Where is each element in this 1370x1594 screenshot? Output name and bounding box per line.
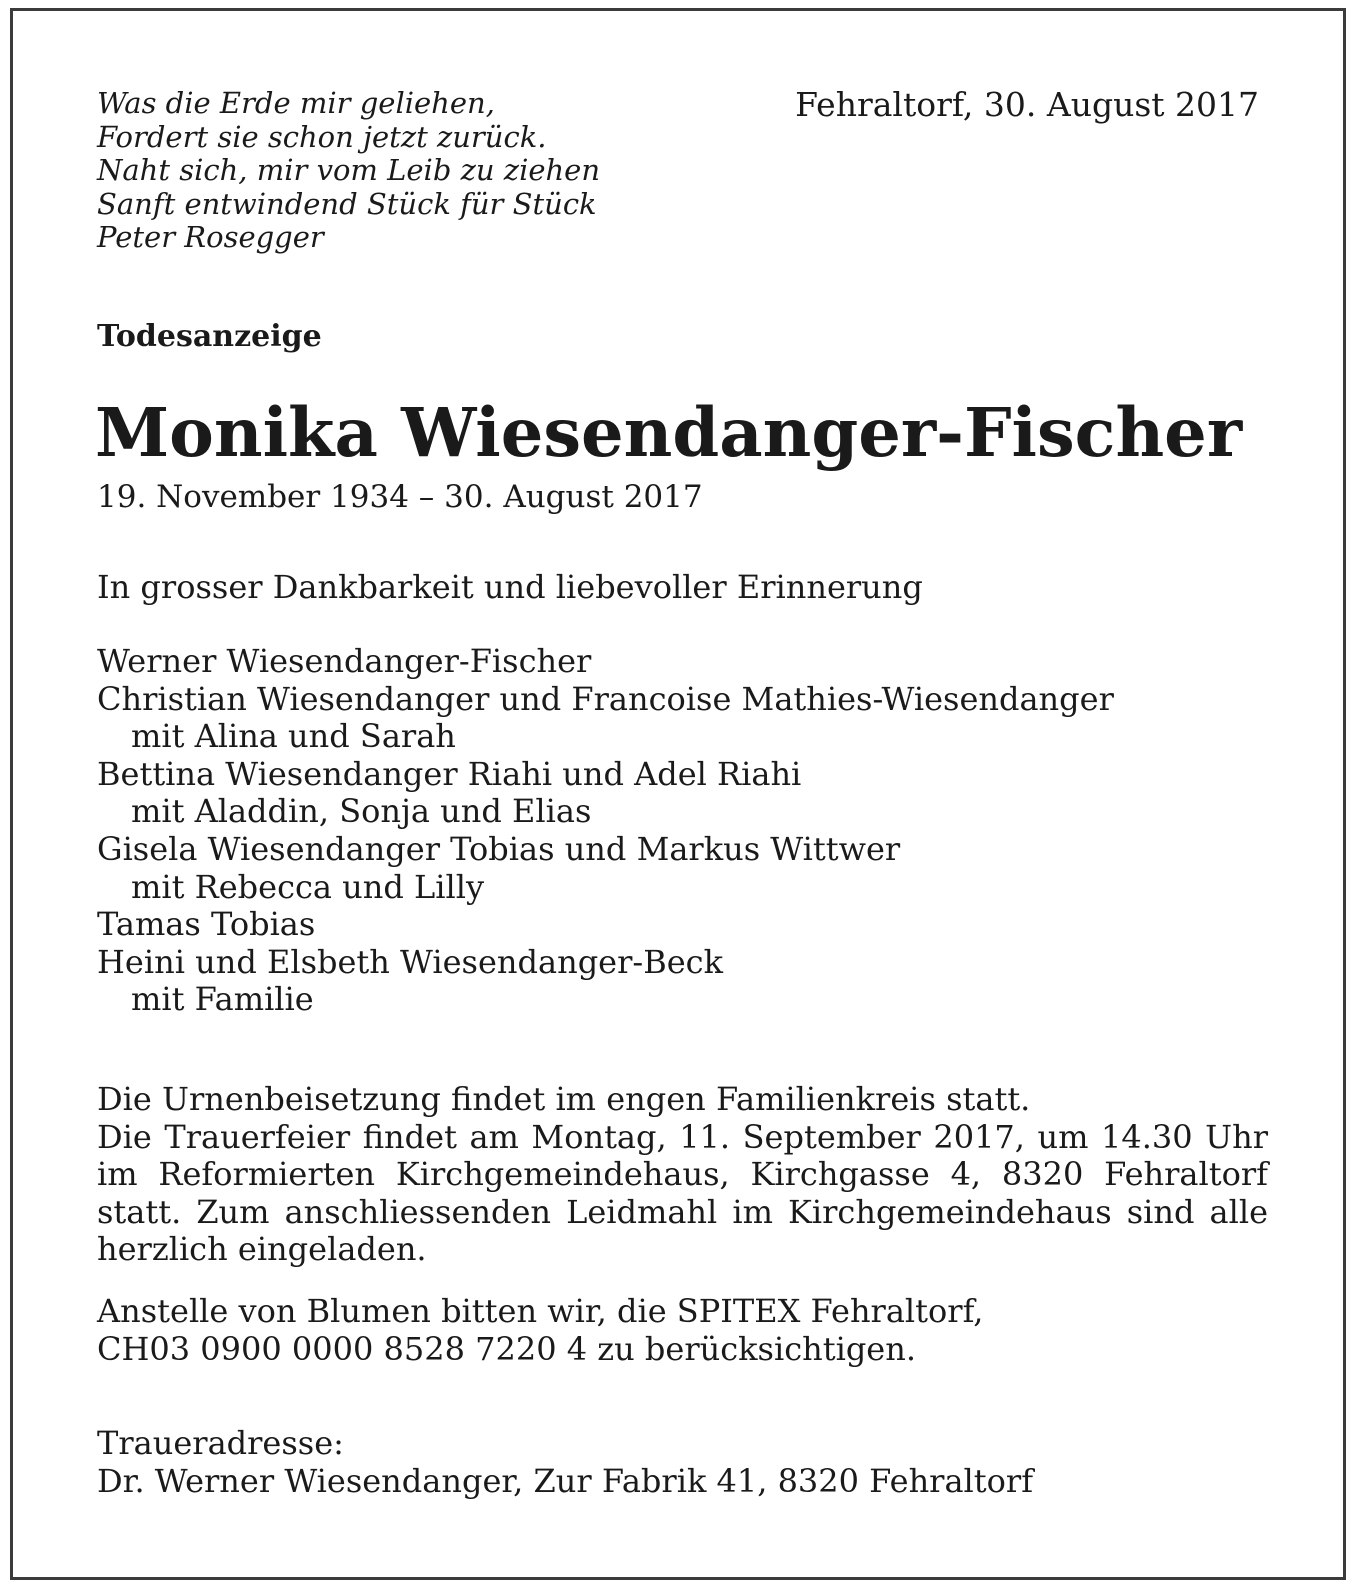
mourner-line: Bettina Wiesendanger Riahi und Adel Riahi <box>97 754 802 793</box>
poem-line: Fordert sie schon jetzt zurück. <box>97 119 547 154</box>
service-info <box>97 1081 1268 1269</box>
intro-text: In grosser Dankbarkeit und liebevoller Erinnerung <box>97 568 923 606</box>
mourner-line: Gisela Wiesendanger Tobias und Markus Wittwer <box>97 829 901 868</box>
poem-line: Naht sich, mir vom Leib zu ziehen <box>97 153 601 187</box>
donation-info <box>97 1293 983 1368</box>
donation-account: CH03 0900 0000 8528 7220 4 zu berücksichtigen. <box>97 1329 917 1368</box>
mourner-subline: mit Rebecca und Lilly <box>131 867 485 906</box>
poem-line: Was die Erde mir geliehen, <box>97 86 495 120</box>
poem-line: Sanft entwindend Stück für Stück <box>97 186 597 221</box>
ceremony-text: Die Trauerfeier findet am Montag, 11. September 2017, um 14.30 Uhr im Reformierten Kirchgemeindehaus, Kirchgasse 4, 8320 Fehraltorf statt. Zum anschliessenden Leidmahl im Kirchgemeindehaus sind alle herzlich eingeladen. <box>97 1117 1268 1269</box>
address-value: Dr. Werner Wiesendanger, Zur Fabrik 41, 8320 Fehraltorf <box>97 1461 1034 1500</box>
mourner-subline: mit Aladdin, Sonja und Elias <box>131 792 592 831</box>
notice-frame <box>10 8 1346 1580</box>
donation-line: Anstelle von Blumen bitten wir, die SPITEX Fehraltorf, <box>97 1292 984 1330</box>
mourner-subline: mit Familie <box>131 980 314 1019</box>
poem-quote <box>97 87 697 255</box>
mourner-line: Werner Wiesendanger-Fischer <box>97 642 592 680</box>
mourner-line: Heini und Elsbeth Wiesendanger-Beck <box>97 942 723 981</box>
mourner-line: Tamas Tobias <box>97 905 316 944</box>
mourner-line: Christian Wiesendanger und Francoise Mathies-Wiesendanger <box>97 679 1114 718</box>
notice-label: Todesanzeige <box>97 319 322 354</box>
deceased-name: Monika Wiesendanger-Fischer <box>95 393 1243 472</box>
mourners-list <box>97 643 1114 1019</box>
mourning-address <box>97 1425 1033 1500</box>
mourner-subline: mit Alina und Sarah <box>131 717 456 756</box>
lifespan-dates: 19. November 1934 – 30. August 2017 <box>97 479 703 515</box>
address-label: Traueradresse: <box>97 1424 344 1462</box>
poem-author: Peter Rosegger <box>97 220 324 254</box>
burial-text: Die Urnenbeisetzung findet im engen Familienkreis statt. <box>97 1080 1031 1118</box>
place-date: Fehraltorf, 30. August 2017 <box>795 85 1259 124</box>
